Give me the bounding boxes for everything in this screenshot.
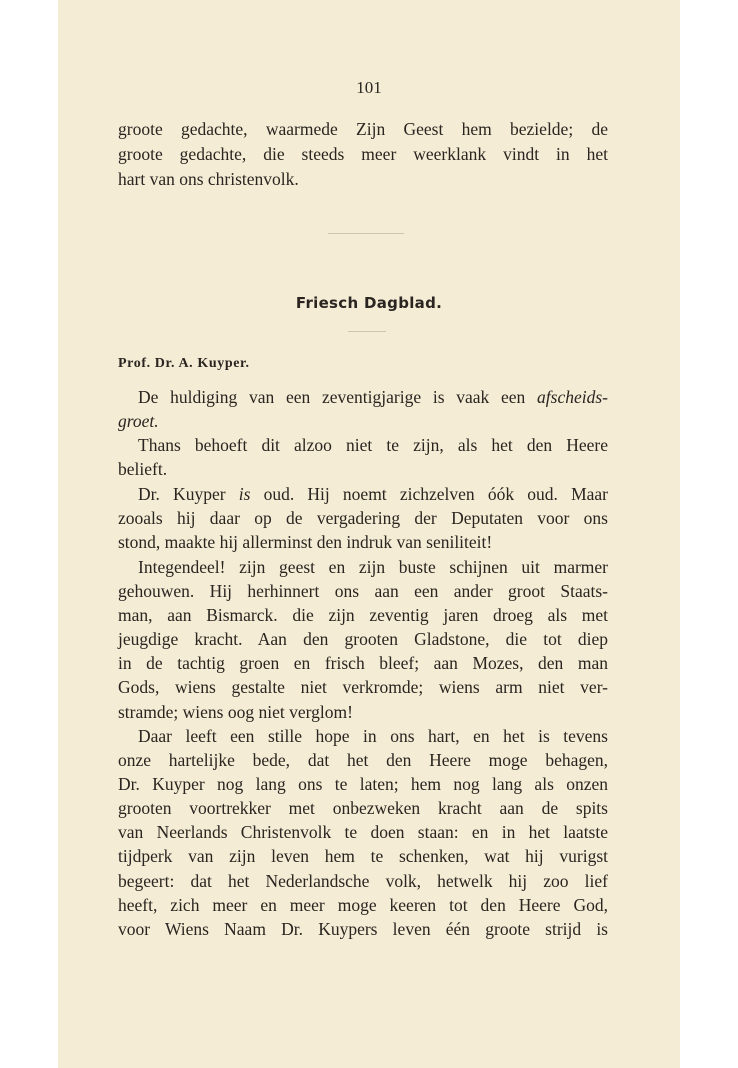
paragraph-line: groet. [118, 411, 159, 431]
paragraph-line: voor Wiens Naam Dr. Kuypers leven één groote strijd is [118, 919, 608, 939]
paragraph-line [138, 385, 608, 409]
italic-text: is [238, 484, 251, 504]
title-underline [348, 331, 386, 332]
italic-text: afscheids- [537, 387, 608, 407]
paragraph-line: zooals hij daar op de vergadering der Deputaten voor ons [118, 508, 608, 528]
paragraph-line: Thans behoeft dit alzoo niet te zijn, als het den Heere [138, 435, 608, 455]
paragraph-line: grooten voortrekker met onbezweken kracht aan de spits [118, 798, 608, 818]
paragraph-line: onze hartelijke bede, dat het den Heere moge behagen, [118, 750, 608, 770]
paragraph-line: belieft. [118, 459, 168, 479]
paragraph-line: Daar leeft een stille hope in ons hart, en het is tevens [138, 726, 608, 746]
paragraph-line: stond, maakte hij allerminst den indruk van seniliteit! [118, 532, 493, 552]
paragraph-line: Dr. Kuyper nog lang ons te laten; hem nog lang als onzen [118, 774, 608, 794]
paragraph-line: stramde; wiens oog niet verglom! [118, 702, 353, 722]
intro-line: hart van ons christenvolk. [118, 169, 299, 189]
text-span: De huldiging van een zeventigjarige is vaak een [138, 387, 538, 407]
text-span: oud. Hij noemt zichzelven óók oud. Maar [250, 484, 608, 504]
paragraph-line: van Neerlands Christenvolk te doen staan: en in het laatste [118, 822, 608, 842]
paragraph-line: in de tachtig groen en frisch bleef; aan Mozes, den man [118, 653, 608, 673]
text-span: Dr. Kuyper [138, 484, 239, 504]
paragraph-line [138, 482, 608, 506]
book-page [58, 0, 680, 1068]
paragraph-line: begeert: dat het Nederlandsche volk, hetwelk hij zoo lief [118, 871, 608, 891]
paragraph-line: tijdperk van zijn leven hem te schenken, wat hij vurigst [118, 846, 608, 866]
paragraph-line: man, aan Bismarck. die zijn zeventig jaren droeg als met [118, 605, 608, 625]
page-number: 101 [356, 78, 382, 97]
paragraph-line: Gods, wiens gestalte niet verkromde; wiens arm niet ver- [118, 677, 608, 697]
paragraph-line: Integendeel! zijn geest en zijn buste schijnen uit marmer [138, 557, 608, 577]
section-divider [328, 233, 404, 234]
paragraph-line: gehouwen. Hij herhinnert ons aan een ander groot Staats- [118, 581, 608, 601]
intro-line: groote gedachte, waarmede Zijn Geest hem bezielde; de [118, 119, 608, 139]
article-byline: Prof. Dr. A. Kuyper. [118, 356, 250, 371]
section-title: Friesch Dagblad. [295, 294, 443, 312]
paragraph-line: jeugdige kracht. Aan den grooten Gladstone, die tot diep [118, 629, 608, 649]
intro-line: groote gedachte, die steeds meer weerklank vindt in het [118, 144, 608, 164]
paragraph-line: heeft, zich meer en meer moge keeren tot den Heere God, [118, 895, 608, 915]
